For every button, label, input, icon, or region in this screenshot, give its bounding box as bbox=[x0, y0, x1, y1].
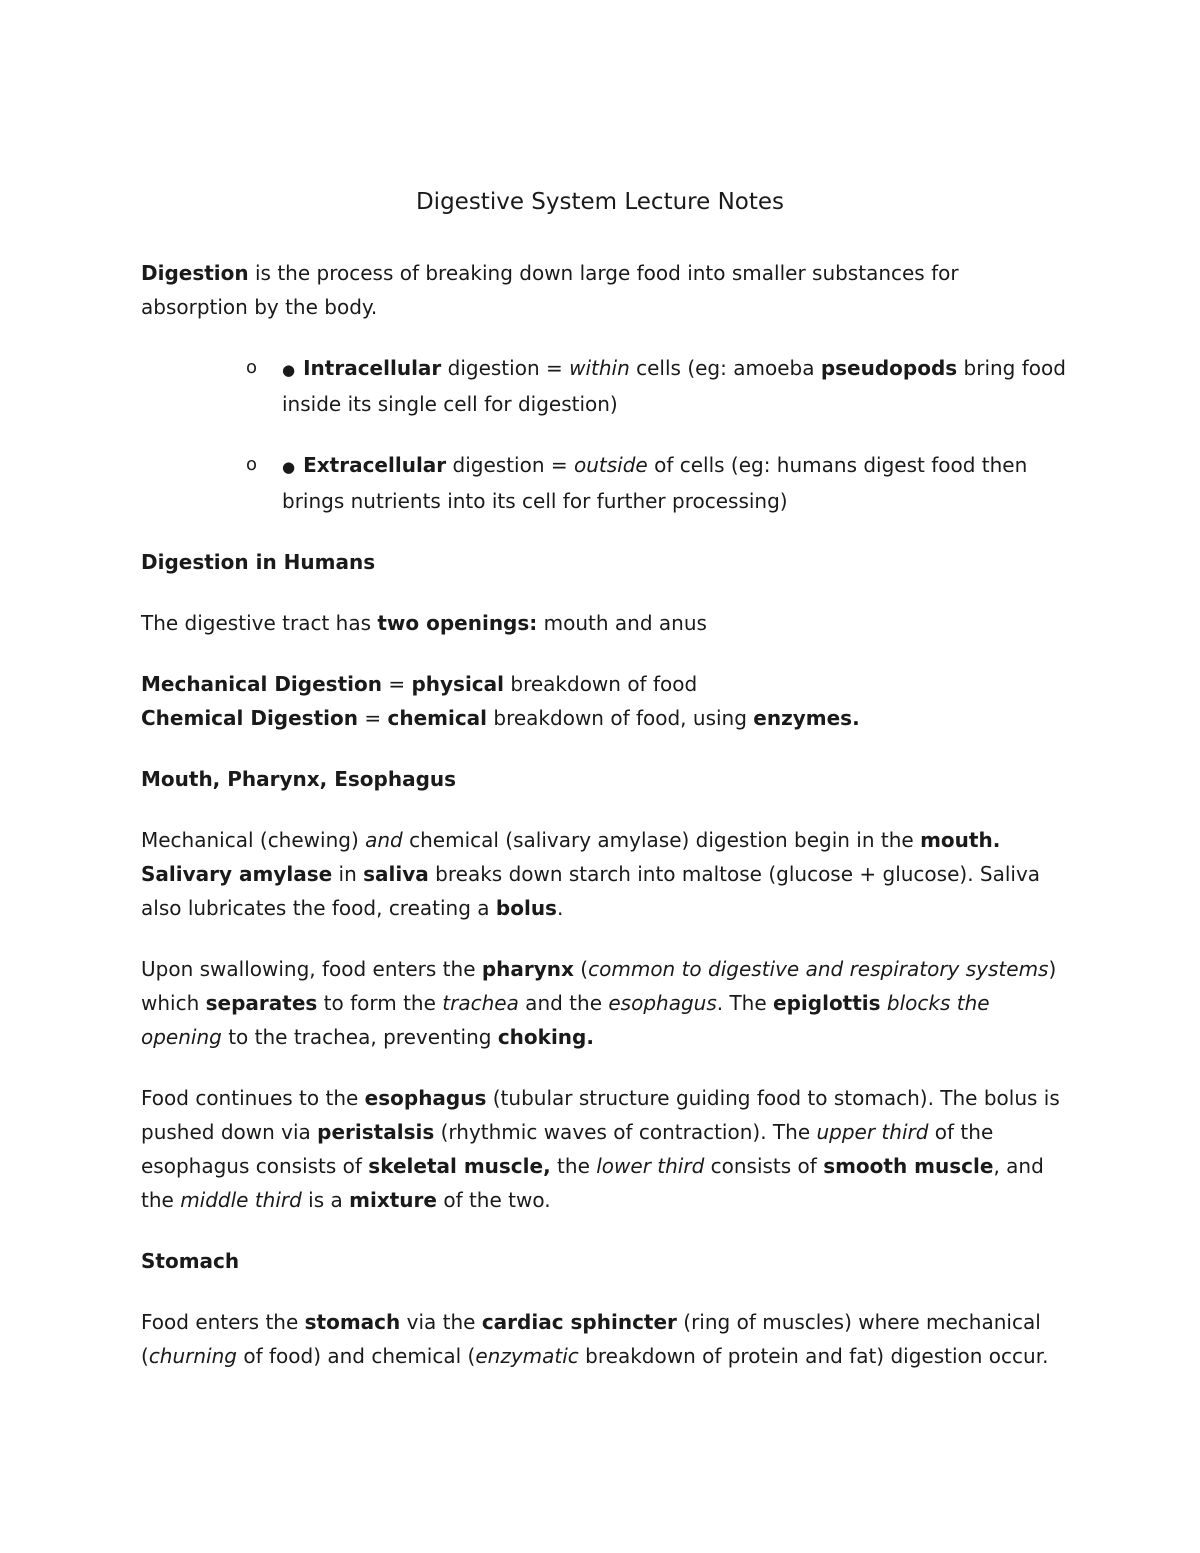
text-span: . The bbox=[716, 991, 774, 1015]
text-span: = bbox=[381, 672, 412, 696]
term-two-openings: two openings: bbox=[377, 611, 538, 635]
text-span: Mechanical (chewing) bbox=[141, 828, 366, 852]
term-intracellular: Intracellular bbox=[303, 356, 442, 380]
text-span: cells (eg: amoeba bbox=[629, 356, 821, 380]
text-span: breakdown of protein and fat) digestion occur. bbox=[578, 1344, 1049, 1368]
paragraph-stomach bbox=[141, 1305, 1066, 1373]
text-span: bring food inside its single cell for digestion) bbox=[282, 356, 1066, 416]
text-span: of the esophagus consists of bbox=[141, 1120, 994, 1178]
list-item-intracellular bbox=[141, 351, 1066, 421]
emphasis-within: within bbox=[569, 356, 630, 380]
term-chemical-digestion: Chemical Digestion bbox=[141, 706, 358, 730]
term-salivary-amylase: Salivary amylase bbox=[141, 862, 333, 886]
paragraph-pharynx bbox=[141, 952, 1066, 1054]
paragraph-chemical-digestion bbox=[141, 701, 1066, 735]
emphasis-churning: churning bbox=[148, 1344, 237, 1368]
term-digestion: Digestion bbox=[141, 261, 249, 285]
emphasis-blocks-opening: blocks the opening bbox=[141, 991, 990, 1049]
text-span: Upon swallowing, food enters the bbox=[141, 957, 482, 981]
text-span: digestion = bbox=[446, 453, 574, 477]
text-span: The digestive tract has bbox=[141, 611, 378, 635]
text-span: ) which bbox=[141, 957, 1057, 1015]
document-body bbox=[141, 256, 1066, 1400]
emphasis-enzymatic: enzymatic bbox=[475, 1344, 579, 1368]
bullet-marker: o bbox=[246, 454, 258, 475]
text-span: Food enters the bbox=[141, 1310, 305, 1334]
text-span: Food continues to the bbox=[141, 1086, 365, 1110]
paragraph-mechanical-digestion bbox=[141, 667, 1066, 701]
term-choking: choking. bbox=[497, 1025, 594, 1049]
term-extracellular: Extracellular bbox=[303, 453, 447, 477]
emphasis-trachea: trachea bbox=[442, 991, 519, 1015]
text-span: to the trachea, preventing bbox=[221, 1025, 498, 1049]
text-span: is the process of breaking down large food into smaller substances for absorption by the body. bbox=[141, 261, 959, 319]
text-span: (tubular structure guiding food to stomach). The bolus is pushed down via bbox=[141, 1086, 1060, 1144]
text-span: breakdown of food bbox=[504, 672, 698, 696]
term-saliva: saliva bbox=[363, 862, 429, 886]
term-pharynx: pharynx bbox=[481, 957, 574, 981]
paragraph-esophagus bbox=[141, 1081, 1066, 1217]
text-span: is a bbox=[301, 1188, 350, 1212]
term-pseudopods: pseudopods bbox=[820, 356, 958, 380]
text-span: digestion = bbox=[441, 356, 570, 380]
emphasis-middle-third: middle third bbox=[180, 1188, 302, 1212]
paragraph-mouth bbox=[141, 823, 1066, 925]
term-mouth: mouth. bbox=[920, 828, 1001, 852]
bullet-dot-icon: ● bbox=[282, 458, 296, 476]
term-physical: physical bbox=[411, 672, 505, 696]
emphasis-lower-third: lower third bbox=[596, 1154, 705, 1178]
paragraph-openings bbox=[141, 606, 1066, 640]
term-smooth-muscle: smooth muscle bbox=[823, 1154, 994, 1178]
text-span: of food) and chemical ( bbox=[237, 1344, 476, 1368]
emphasis-esophagus: esophagus bbox=[608, 991, 717, 1015]
emphasis-and: and bbox=[365, 828, 403, 852]
text-span: (rhythmic waves of contraction). The bbox=[434, 1120, 817, 1144]
term-separates: separates bbox=[205, 991, 318, 1015]
term-peristalsis: peristalsis bbox=[317, 1120, 435, 1144]
term-chemical: chemical bbox=[387, 706, 488, 730]
emphasis-outside: outside bbox=[573, 453, 648, 477]
bullet-marker: o bbox=[246, 357, 258, 378]
text-span: of cells (eg: humans digest food then brings nutrients into its cell for further processing) bbox=[282, 453, 1028, 513]
text-span: (ring of muscles) where mechanical ( bbox=[141, 1310, 1041, 1368]
term-skeletal-muscle: skeletal muscle, bbox=[368, 1154, 551, 1178]
bullet-dot-icon: ● bbox=[282, 361, 296, 379]
text-span: breakdown of food, using bbox=[487, 706, 754, 730]
term-cardiac-sphincter: cardiac sphincter bbox=[481, 1310, 677, 1334]
text-span: of the two. bbox=[436, 1188, 551, 1212]
text-span: via the bbox=[400, 1310, 482, 1334]
heading-digestion-in-humans: Digestion in Humans bbox=[141, 550, 376, 574]
text-span: in bbox=[332, 862, 364, 886]
list-item-extracellular bbox=[141, 448, 1066, 518]
text-span: to form the bbox=[317, 991, 443, 1015]
term-bolus: bolus bbox=[495, 896, 557, 920]
term-mechanical-digestion: Mechanical Digestion bbox=[141, 672, 382, 696]
text-span: chemical (salivary amylase) digestion begin in the bbox=[402, 828, 921, 852]
heading-stomach: Stomach bbox=[141, 1249, 240, 1273]
text-span: . bbox=[556, 896, 564, 920]
heading-mouth-pharynx-esophagus: Mouth, Pharynx, Esophagus bbox=[141, 767, 457, 791]
term-stomach: stomach bbox=[304, 1310, 401, 1334]
text-span: = bbox=[357, 706, 388, 730]
text-span: ( bbox=[573, 957, 589, 981]
text-span: the bbox=[550, 1154, 597, 1178]
text-span: and the bbox=[518, 991, 609, 1015]
term-mixture: mixture bbox=[349, 1188, 437, 1212]
emphasis-common: common to digestive and respiratory systems bbox=[588, 957, 1049, 981]
text-span: mouth and anus bbox=[537, 611, 707, 635]
term-esophagus: esophagus bbox=[364, 1086, 487, 1110]
digestion-definition bbox=[141, 256, 1066, 324]
text-span: consists of bbox=[704, 1154, 824, 1178]
emphasis-upper-third: upper third bbox=[816, 1120, 929, 1144]
text-span: , and the bbox=[141, 1154, 1044, 1212]
document-title: Digestive System Lecture Notes bbox=[415, 189, 785, 215]
term-epiglottis: epiglottis bbox=[773, 991, 881, 1015]
term-enzymes: enzymes. bbox=[753, 706, 860, 730]
text-span: breaks down starch into maltose (glucose + glucose). Saliva also lubricates the food, creating a bbox=[141, 862, 1041, 920]
